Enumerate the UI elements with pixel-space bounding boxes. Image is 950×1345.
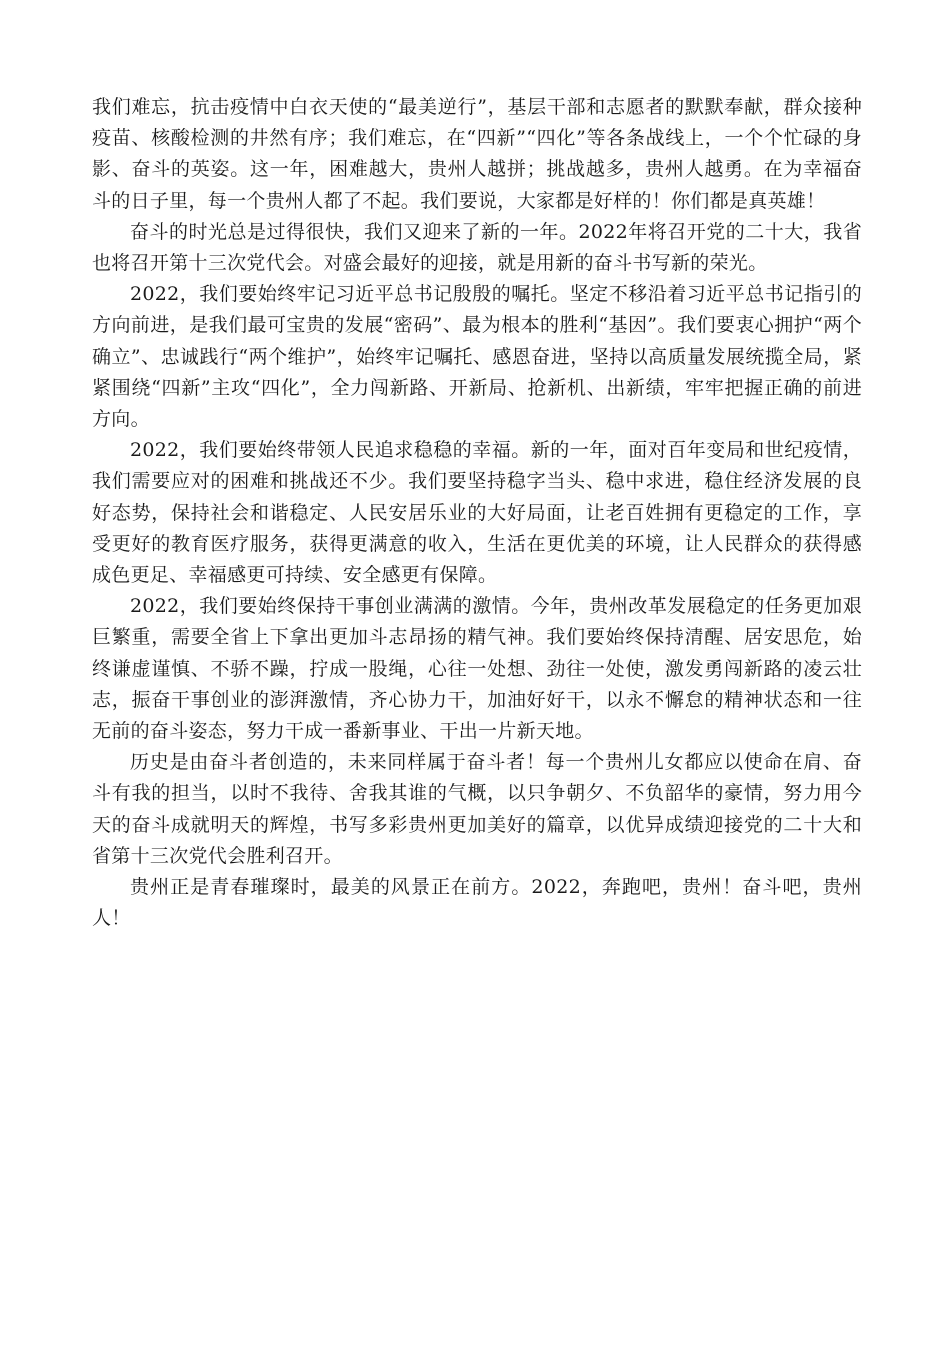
paragraph-steady-happiness: 2022，我们要始终带领人民追求稳稳的幸福。新的一年，面对百年变局和世纪疫情，我们需要应对的困难和挑战还不少。我们要坚持稳字当头、稳中求进，稳住经济发展的良好态势，保持社会和谐稳定、人民安居乐业的大好局面，让老百姓拥有更稳定的工作，享受更好的教育医疗服务，获得更满意的收入，生活在更优美的环境，让人民群众的获得感成色更足、幸福感更可持续、安全感更有保障。 [92, 439, 862, 587]
paragraph-closing: 贵州正是青春璀璨时，最美的风景正在前方。2022，奔跑吧，贵州！奋斗吧，贵州人！ [92, 876, 862, 930]
paragraph-remember-entrustment: 2022，我们要始终牢记习近平总书记殷殷的嘱托。坚定不移沿着习近平总书记指引的方向前进，是我们最可宝贵的发展“密码”、最为根本的胜利“基因”。我们要衷心拥护“两个确立”、忠诚践行“两个维护”，始终牢记嘱托、感恩奋进，坚持以高质量发展统揽全局，紧紧围绕“四新”主攻“四化”，全力闯新路、开新局、抢新机、出新绩，牢牢把握正确的前进方向。 [92, 283, 862, 431]
paragraph-strivers: 历史是由奋斗者创造的，未来同样属于奋斗者！每一个贵州儿女都应以使命在肩、奋斗有我的担当，以时不我待、舍我其谁的气概，以只争朝夕、不负韶华的豪情，努力用今天的奋斗成就明天的辉煌，书写多彩贵州更加美好的篇章，以优异成绩迎接党的二十大和省第十三次党代会胜利召开。 [92, 751, 862, 867]
paragraph-new-year: 奋斗的时光总是过得很快，我们又迎来了新的一年。2022年将召开党的二十大，我省也将召开第十三次党代会。对盛会最好的迎接，就是用新的奋斗书写新的荣光。 [92, 220, 862, 275]
paragraph-continued: 我们难忘，抗击疫情中白衣天使的“最美逆行”，基层干部和志愿者的默默奉献，群众接种疫苗、核酸检测的井然有序；我们难忘，在“四新”“四化”等各条战线上，一个个忙碌的身影、奋斗的英姿。这一年，困难越大，贵州人越拼；挑战越多，贵州人越勇。在为幸福奋斗的日子里，每一个贵州人都了不起。我们要说，大家都是好样的！你们都是真英雄！ [92, 96, 862, 212]
document-body [92, 92, 862, 934]
paragraph-passion: 2022，我们要始终保持干事创业满满的激情。今年，贵州改革发展稳定的任务更加艰巨繁重，需要全省上下拿出更加斗志昂扬的精气神。我们要始终保持清醒、居安思危，始终谦虚谨慎、不骄不躁，拧成一股绳，心往一处想、劲往一处使，激发勇闯新路的凌云壮志，振奋干事创业的澎湃激情，齐心协力干，加油好好干，以永不懈怠的精神状态和一往无前的奋斗姿态，努力干成一番新事业、干出一片新天地。 [92, 595, 862, 743]
